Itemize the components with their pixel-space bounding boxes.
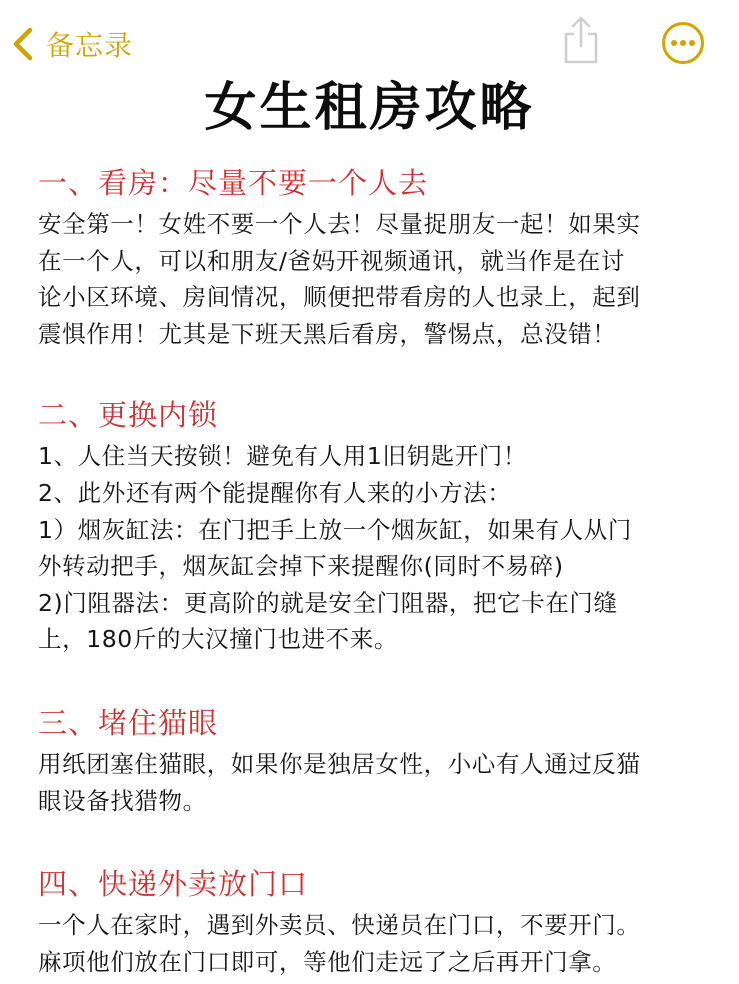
note-content[interactable] bbox=[38, 160, 708, 980]
body-line: 外转动把手，烟灰缸会掉下来提醒你(同时不易碎) bbox=[38, 552, 564, 581]
body-line: 麻项他们放在门口即可，等他们走远了之后再开门拿。 bbox=[38, 947, 617, 976]
share-button[interactable] bbox=[558, 14, 604, 66]
body-line: 安全第一！女姓不要一个人去！尽量捉朋友一起！如果实 bbox=[38, 210, 641, 238]
body-line: 上，180斤的大汉撞门也进不来。 bbox=[38, 625, 398, 654]
share-icon bbox=[558, 14, 604, 66]
back-button[interactable] bbox=[10, 22, 133, 66]
spacer bbox=[38, 658, 708, 700]
body-line: 1、人住当天按锁！避免有人用1旧钥匙开门！ bbox=[38, 442, 528, 471]
section-heading: 二、更换内锁 bbox=[38, 398, 219, 433]
section-body bbox=[38, 746, 708, 819]
section-delivery bbox=[38, 861, 708, 980]
body-line: 论小区环境、房间情况，顺便把带看房的人也录上，起到 bbox=[38, 283, 641, 312]
section-heading: 四、快递外卖放门口 bbox=[38, 867, 309, 902]
body-line: 用纸团塞住猫眼，如果你是独居女性，小心有人通过反猫 bbox=[38, 749, 641, 778]
body-line: 一个人在家时，遇到外卖员、快递员在门口，不要开门。 bbox=[38, 911, 641, 940]
body-line: 2)门阻器法：更高阶的就是安全门阻器，把它卡在门缝 bbox=[38, 588, 618, 617]
section-viewing bbox=[38, 160, 708, 352]
section-body bbox=[38, 206, 708, 352]
section-heading: 一、看房：尽量不要一个人去 bbox=[38, 166, 429, 200]
section-peephole bbox=[38, 700, 708, 819]
back-label: 备忘录 bbox=[46, 29, 134, 62]
page-title: 女生租房攻略 bbox=[204, 78, 535, 138]
body-line: 眼设备找猎物。 bbox=[38, 786, 207, 815]
spacer bbox=[38, 352, 708, 392]
body-line: 1）烟灰缸法：在门把手上放一个烟灰缸，如果有人从门 bbox=[38, 515, 632, 544]
more-button[interactable] bbox=[660, 20, 706, 66]
spacer bbox=[38, 819, 708, 861]
chevron-left-icon bbox=[10, 27, 36, 61]
body-line: 2、此外还有两个能提醒你有人来的小方法： bbox=[38, 478, 512, 507]
body-line: 在一个人，可以和朋友/爸妈开视频通讯，就当作是在讨 bbox=[38, 246, 625, 275]
more-icon bbox=[660, 20, 706, 66]
section-lock bbox=[38, 392, 708, 658]
section-heading: 三、堵住猫眼 bbox=[38, 705, 219, 740]
body-line: 震惧作用！尤其是下班天黑后看房，警惕点，总没错！ bbox=[38, 319, 617, 348]
section-body bbox=[38, 438, 708, 658]
navigation-bar bbox=[0, 0, 739, 80]
section-body bbox=[38, 907, 708, 980]
